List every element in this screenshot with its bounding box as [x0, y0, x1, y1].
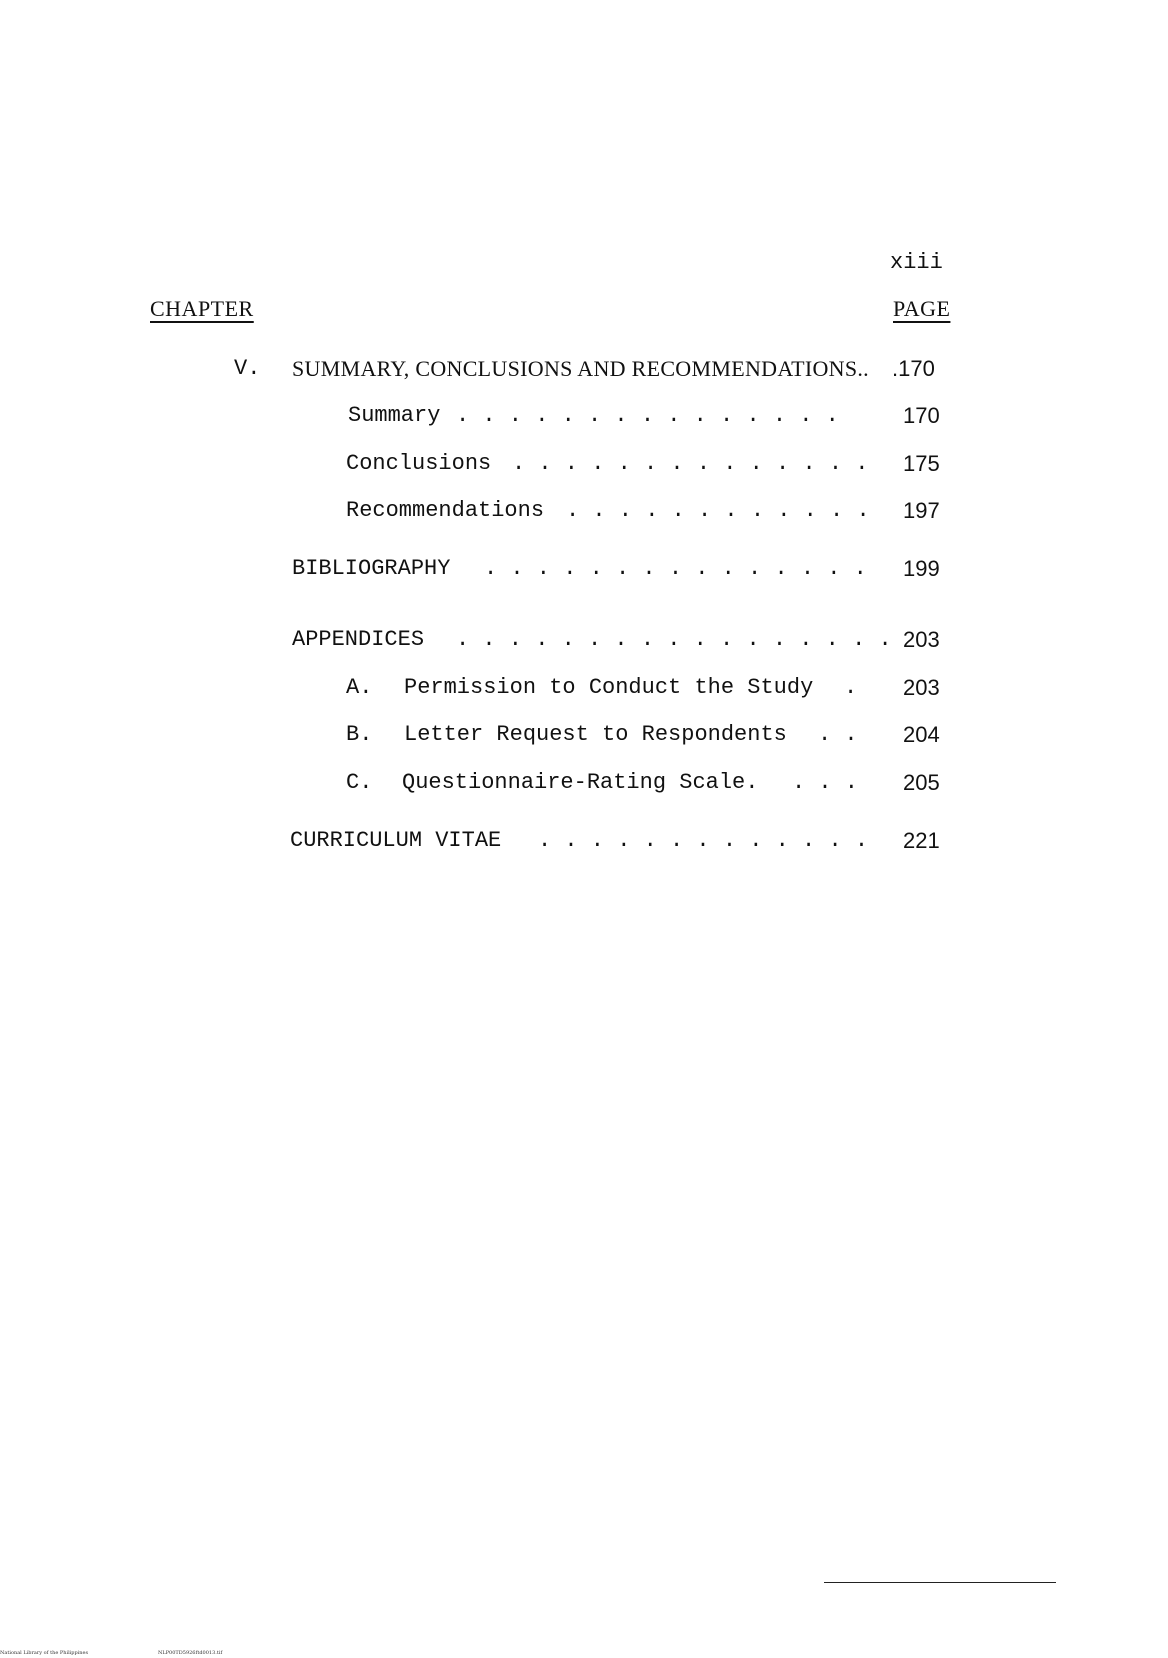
entry-title: APPENDICES [292, 627, 425, 652]
entry-page: 170 [903, 403, 940, 428]
entry-leader-dots: . . . . . . . . . . . . . . . [456, 403, 839, 428]
entry-page: 203 [903, 627, 940, 652]
chapter-number: V. [234, 356, 261, 381]
entry-leader-dots: . . . . . . . . . . . . . . . [484, 556, 867, 581]
entry-leader-dots: . [844, 675, 858, 700]
entry-page: 203 [903, 675, 940, 700]
entry-page: 199 [903, 556, 940, 581]
page-column-header: PAGE [893, 296, 951, 321]
entry-leader-dots: . . . . . . . . . . . . . [538, 828, 869, 853]
entry-title: Permission to Conduct the Study [404, 675, 814, 700]
entry-leader-dots: . . . . . . . . . . . . [566, 498, 870, 523]
entry-title: Summary [348, 403, 441, 428]
entry-page: 221 [903, 828, 940, 853]
chapter-title: SUMMARY, CONCLUSIONS AND RECOMMENDATIONS.. [292, 356, 869, 381]
entry-title: CURRICULUM VITAE [290, 828, 502, 853]
footer-file-name: NLP00TD5926ftd0013.tif [158, 1650, 223, 1656]
footer-rule [824, 1582, 1056, 1583]
entry-leader-dots: . . . . . . . . . . . . . . [512, 451, 869, 476]
entry-page: 175 [903, 451, 940, 476]
entry-page: 204 [903, 722, 940, 747]
chapter-column-header: CHAPTER [150, 296, 254, 321]
entry-title: Questionnaire-Rating Scale. [402, 770, 759, 795]
entry-title: Conclusions [346, 451, 492, 476]
entry-title: BIBLIOGRAPHY [292, 556, 451, 581]
entry-title: Letter Request to Respondents [404, 722, 787, 747]
appendix-letter: A. [346, 675, 373, 700]
entry-title: Recommendations [346, 498, 545, 523]
chapter-page: .170 [892, 356, 935, 381]
entry-leader-dots: . . . [792, 770, 859, 795]
entry-page: 205 [903, 770, 940, 795]
footer-library-name: National Library of the Philippines [0, 1650, 89, 1656]
entry-leader-dots: . . [818, 722, 858, 747]
entry-leader-dots: . . . . . . . . . . . . . . . . . [456, 627, 892, 652]
page-number: xiii [890, 250, 943, 275]
appendix-letter: B. [346, 722, 373, 747]
appendix-letter: C. [346, 770, 373, 795]
entry-page: 197 [903, 498, 940, 523]
